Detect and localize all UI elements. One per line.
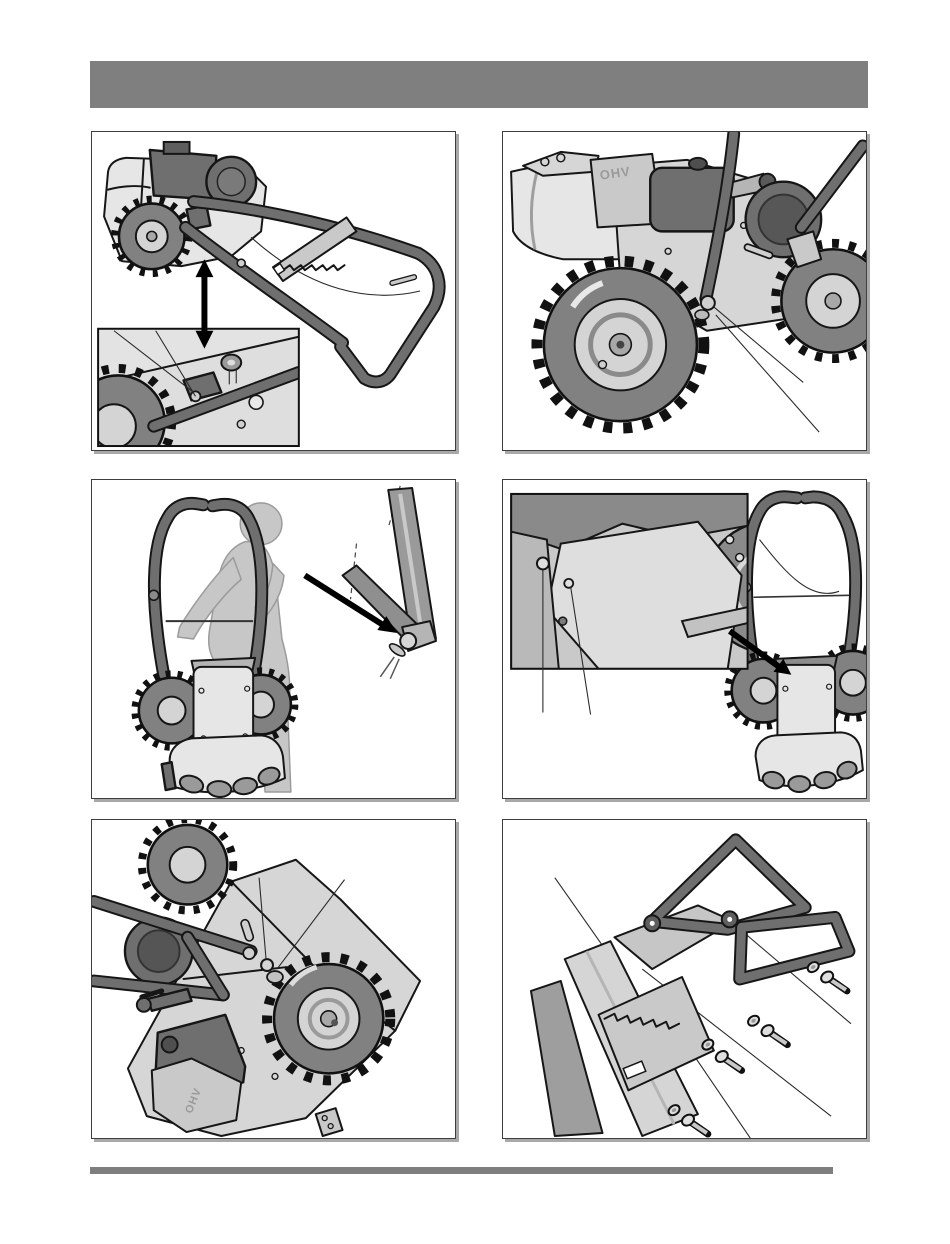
figure-panel-6 [502, 819, 867, 1139]
carriage-bolt [701, 296, 715, 310]
handle-junction-detail [343, 486, 436, 679]
inset-screw-2 [564, 579, 573, 588]
clamp-bolt [243, 947, 255, 959]
detail-inset [92, 329, 299, 450]
rear-wheel [775, 243, 866, 358]
cotter-pin [380, 657, 399, 679]
figure-panel-1 [91, 131, 456, 451]
figure-panel-4 [502, 479, 867, 799]
inset-screw-1 [537, 558, 549, 570]
page-footer-rule [90, 1167, 833, 1174]
figure-panel-2 [502, 131, 867, 451]
screw [714, 1049, 742, 1071]
engine-brand-label: OHV [183, 1086, 205, 1116]
top-bracket [523, 152, 599, 176]
illustration-top-view-callouts [92, 820, 455, 1138]
axle-bolt [261, 959, 273, 971]
illustration-operator-knob-detail [92, 480, 455, 798]
washer [267, 971, 283, 983]
engine-brand-label: OHV [598, 163, 632, 183]
bottom-bracket [316, 1108, 343, 1136]
double-arrow-icon [195, 259, 213, 348]
illustration-belt-cover-detail [503, 480, 866, 798]
locking-knob [400, 633, 416, 649]
nut [746, 1014, 761, 1028]
loose-bolt [237, 259, 245, 267]
lower-handle [531, 941, 714, 1136]
figure-panel-5 [91, 819, 456, 1139]
screw [819, 969, 847, 991]
illustration-side-view-callouts [503, 132, 866, 450]
screw [759, 1023, 787, 1045]
inset-bolt [191, 391, 201, 401]
upper-handle-loop [652, 840, 849, 979]
page-title-bar [90, 61, 868, 108]
front-wheel [537, 261, 704, 428]
pivot-bracket [614, 905, 733, 969]
figure-panel-3 [91, 479, 456, 799]
illustration-handle-frame-attachment [92, 132, 455, 450]
top-left-wheel [142, 820, 233, 910]
starter-grip [149, 590, 159, 600]
illustration-exploded-fasteners [503, 820, 866, 1138]
washer [695, 310, 709, 320]
